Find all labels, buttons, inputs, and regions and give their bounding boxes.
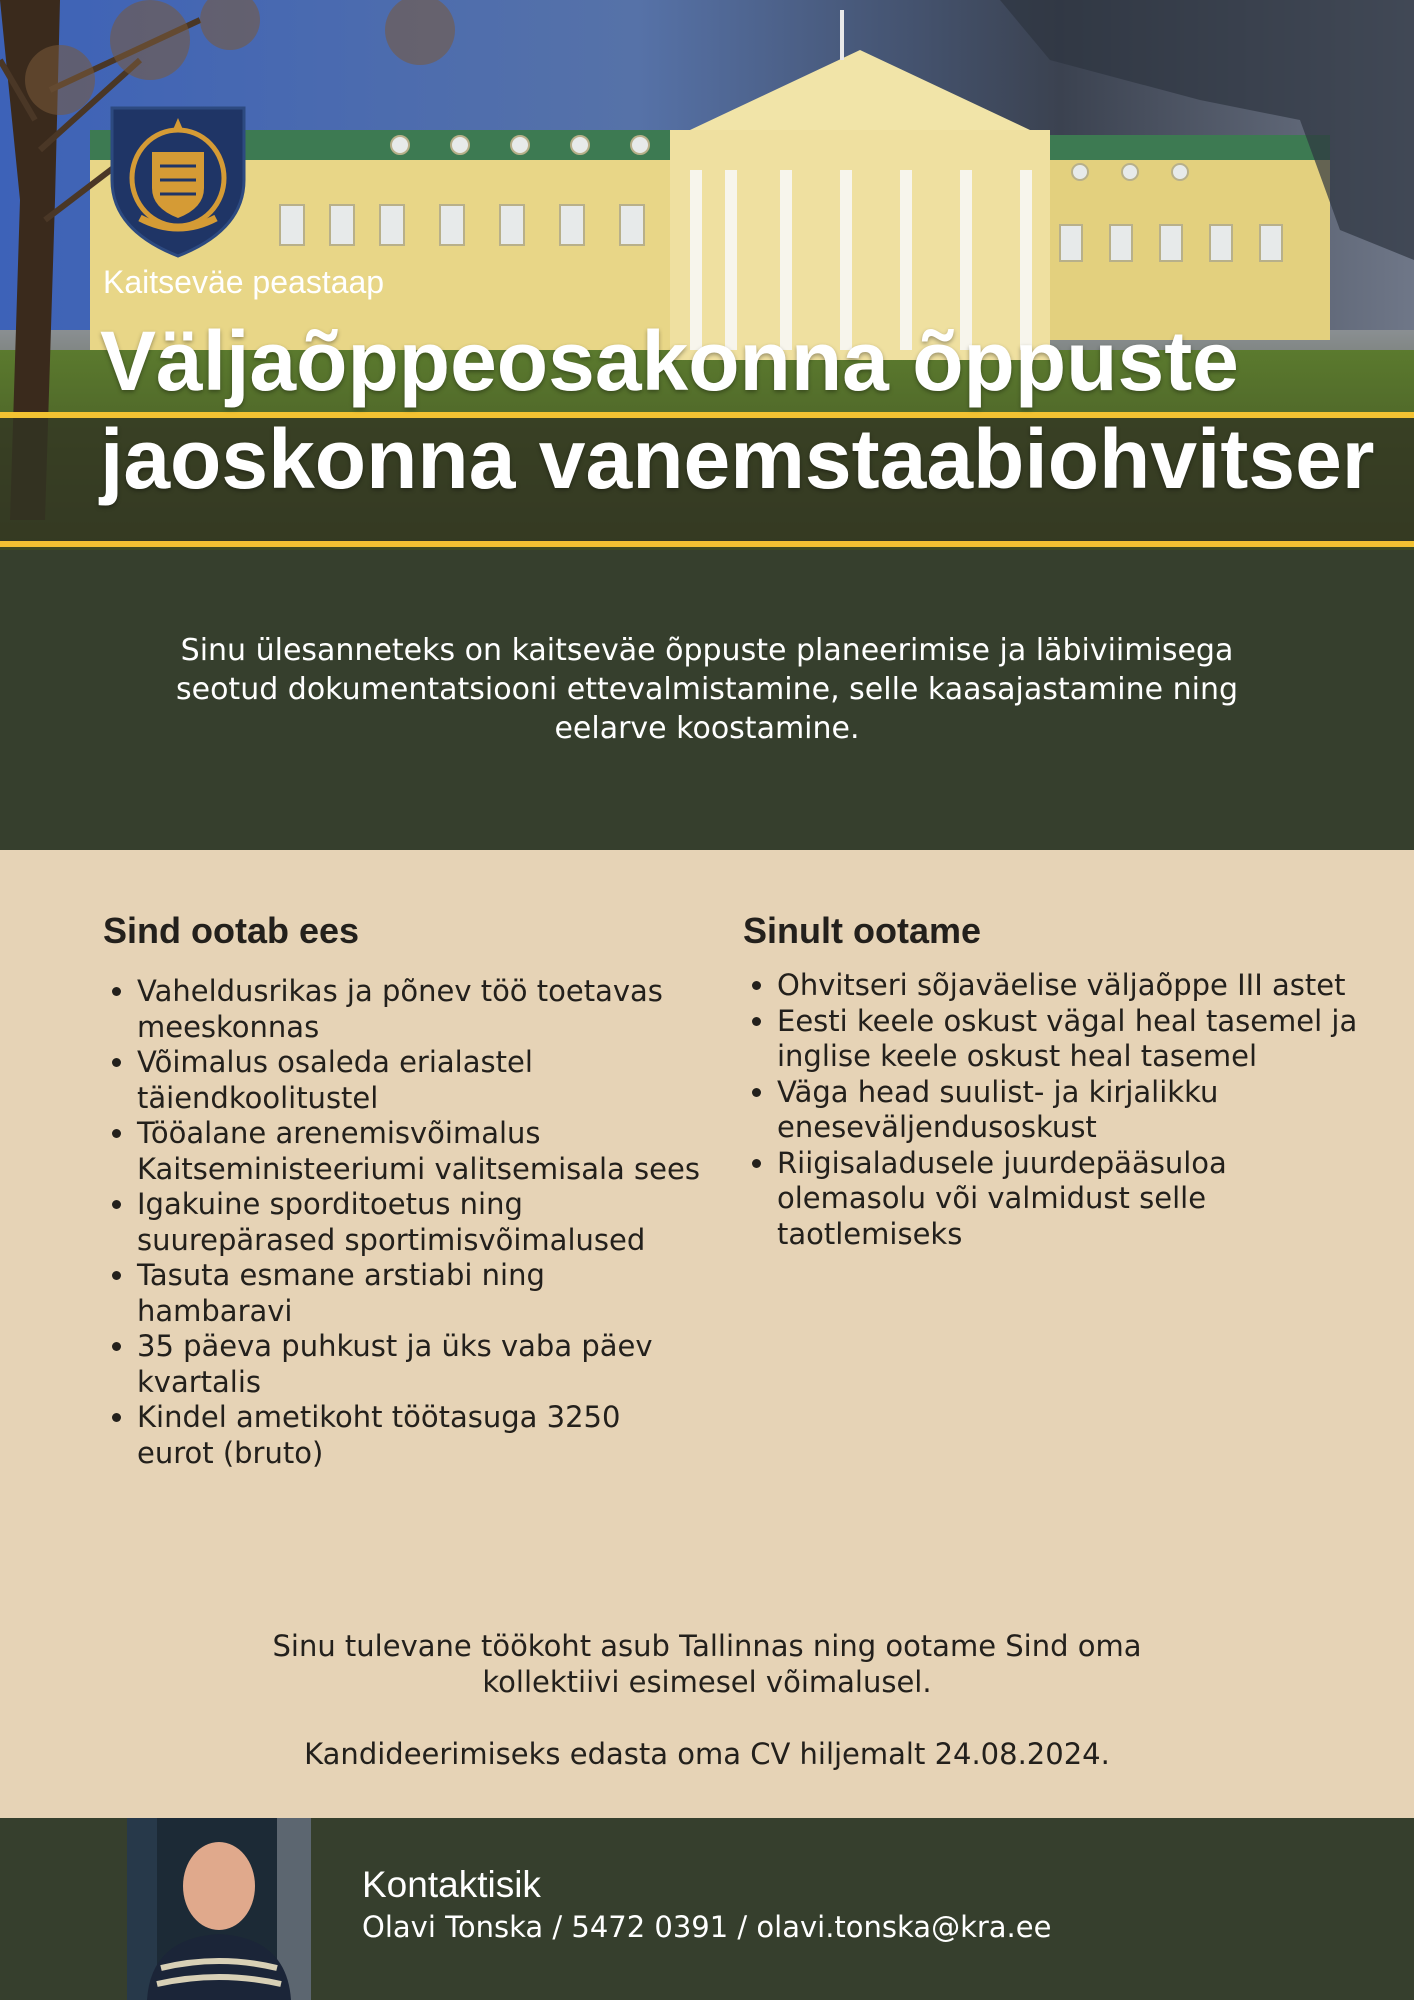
- list-item: • Ohvitseri sõjaväelise väljaõppe III astet: [777, 968, 1383, 1004]
- shield-emblem-icon: [104, 100, 252, 260]
- bottom-gold-line: [0, 541, 1414, 547]
- contact-person-photo: [127, 1818, 311, 2000]
- offer-heading: Sind ootab ees: [103, 910, 360, 951]
- list-item: • 35 päeva puhkust ja üks vaba päev kvartalis: [137, 1329, 703, 1400]
- list-item: • Vaheldusrikas ja põnev töö toetavas meeskonnas: [137, 974, 703, 1045]
- list-item: • Kindel ametikoht töötasuga 3250 eurot (bruto): [137, 1400, 703, 1471]
- contact-label: Kontaktisik: [362, 1864, 541, 1905]
- offer-list: [103, 974, 703, 1471]
- list-item: • Tasuta esmane arstiabi ning hambaravi: [137, 1258, 703, 1329]
- list-item: • Riigisaladusele juurdepääsuloa olemasolu või valmidust selle taotlemiseks: [777, 1146, 1383, 1253]
- contact-footer: [0, 1818, 1414, 2000]
- offer-column: [103, 910, 703, 1471]
- hero-banner: [0, 0, 1414, 550]
- location-text: Sinu tulevane töökoht asub Tallinnas ning ootame Sind oma kollektiivi esimesel võimalusel.: [272, 1629, 1142, 1699]
- deadline-text: Kandideerimiseks edasta oma CV hiljemalt 24.08.2024.: [304, 1737, 1110, 1771]
- intro-section: [0, 550, 1414, 850]
- closing-section: [200, 1628, 1214, 1772]
- job-title: Väljaõppeosakonna õppuste jaoskonna vanemstaabiohvitser: [100, 314, 1375, 506]
- requirements-list: [743, 968, 1383, 1252]
- list-item: • Igakuine sporditoetus ning suurepärased sportimisvõimalused: [137, 1187, 703, 1258]
- list-item: • Väga head suulist- ja kirjalikku eneseväljendusoskust: [777, 1075, 1383, 1146]
- list-item: • Võimalus osaleda erialastel täiendkoolitustel: [137, 1045, 703, 1116]
- list-item: • Tööalane arenemisvõimalus Kaitseministeeriumi valitsemisala sees: [137, 1116, 703, 1187]
- requirements-heading: Sinult ootame: [743, 910, 982, 951]
- intro-text: Sinu ülesanneteks on kaitseväe õppuste planeerimise ja läbiviimisega seotud dokumentatsiooni ettevalmistamine, selle kaasajastamine ning eelarve koostamine.: [175, 633, 1238, 746]
- contact-details: Olavi Tonska / 5472 0391 / olavi.tonska@kra.ee: [362, 1910, 1052, 1944]
- organization-name: Kaitseväe peastaap: [103, 264, 385, 300]
- list-item: • Eesti keele oskust vägal heal tasemel ja inglise keele oskust heal tasemel: [777, 1004, 1383, 1075]
- requirements-column: [743, 910, 1383, 1252]
